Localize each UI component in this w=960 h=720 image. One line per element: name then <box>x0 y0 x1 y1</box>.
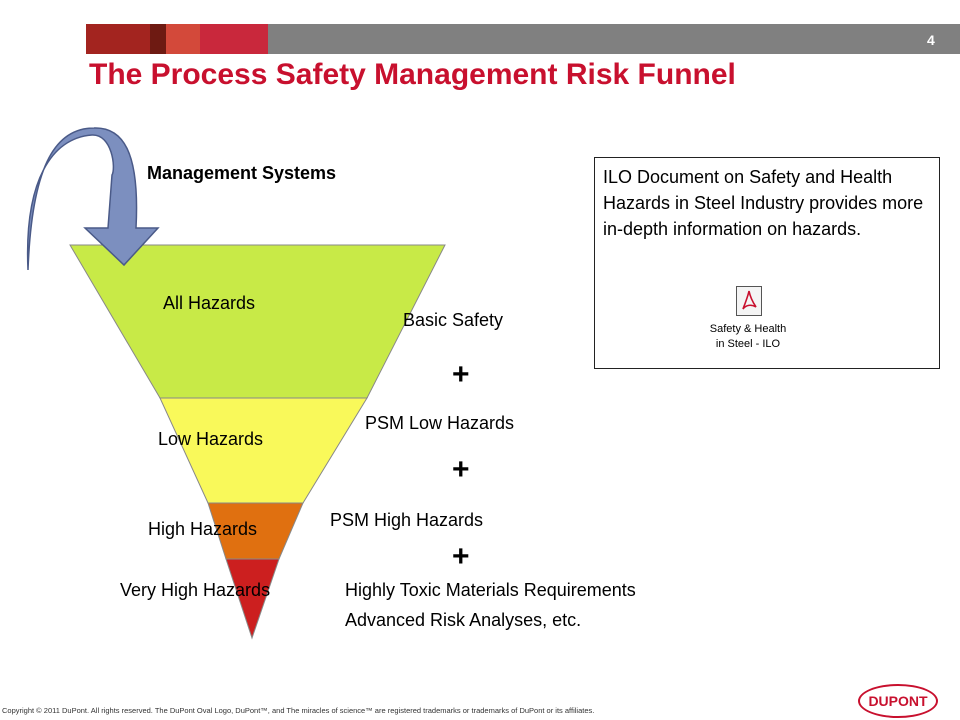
psm-high-hazards-label: PSM High Hazards <box>330 510 484 530</box>
dupont-logo <box>858 684 938 718</box>
header-bar <box>86 24 960 54</box>
doc-caption-line2: in Steel - ILO <box>715 338 781 350</box>
doc-caption-line1: Safety & Health <box>709 323 787 335</box>
copyright-text: Copyright © 2011 DuPont. All rights reserved. The DuPont Oval Logo, DuPont™, and The miracles of science™ are registered trademarks or trademarks of DuPont or its affiliates. <box>2 706 595 715</box>
plus-sign: + <box>452 453 470 486</box>
funnel-label-low-hazards: Low Hazards <box>158 429 264 449</box>
plus-sign: + <box>452 540 470 573</box>
psm-low-hazards-label: PSM Low Hazards <box>365 413 515 433</box>
slide-title: The Process Safety Management Risk Funnel <box>89 58 736 91</box>
plus-sign: + <box>452 358 470 391</box>
funnel-level-all-hazards <box>70 245 445 398</box>
logo-text: DUPONT <box>868 693 928 709</box>
funnel-level-low-hazards <box>160 398 367 503</box>
funnel-label-all-hazards: All Hazards <box>163 293 256 313</box>
header-bar-segment <box>166 24 200 54</box>
ilo-description: ILO Document on Safety and Health Hazards in Steel Industry provides more in-depth information on hazards. <box>603 167 924 239</box>
ilo-info-box <box>594 157 940 369</box>
ilo-document-link[interactable] <box>693 322 803 352</box>
management-systems-label: Management Systems <box>147 163 337 183</box>
header-bar-segment <box>200 24 268 54</box>
funnel-label-very-high-hazards: Very High Hazards <box>120 580 271 600</box>
basic-safety-label: Basic Safety <box>403 310 504 330</box>
pdf-document-icon[interactable] <box>736 286 762 316</box>
header-bar-segment <box>86 24 150 54</box>
toxic-materials-label: Highly Toxic Materials Requirements <box>345 580 636 600</box>
risk-analyses-label: Advanced Risk Analyses, etc. <box>345 610 582 630</box>
header-bar-segment <box>150 24 166 54</box>
page-number: 4 <box>927 32 935 48</box>
funnel-label-high-hazards: High Hazards <box>148 519 258 539</box>
risk-funnel <box>0 120 480 660</box>
